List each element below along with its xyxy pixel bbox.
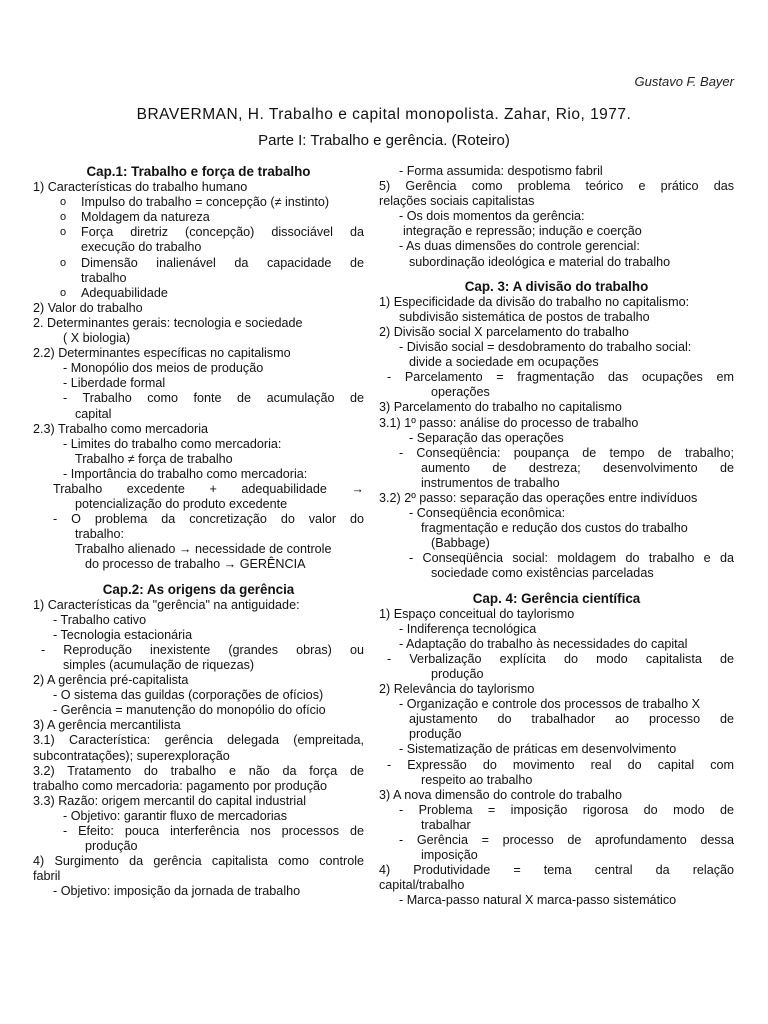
outline-line: - Objetivo: garantir fluxo de mercadorias [63, 808, 287, 823]
outline-line: simples (acumulação de riquezas) [63, 658, 255, 672]
outline-line: 2. Determinantes gerais: tecnologia e sociedade [33, 315, 303, 330]
outline-line: trabalhar [421, 817, 471, 832]
chapter-heading: Cap.1: Trabalho e força de trabalho [86, 164, 311, 179]
outline-line: do processo de trabalho → GERÊNCIA [85, 557, 306, 572]
outline-line: trabalho como mercadoria: pagamento por produção [33, 778, 328, 793]
outline-line: fabril [33, 869, 61, 884]
outline-line: 2.2) Determinantes específicas no capitalismo [33, 346, 291, 361]
spacer [33, 573, 364, 582]
outline-line: - Tecnologia estacionária [53, 627, 193, 642]
outline-line: - Trabalho cativo [53, 612, 147, 627]
outline-line: 1) Espaço conceitual do taylorismo [379, 606, 575, 621]
outline-line: 3.1) 1º passo: análise do processo de trabalho [379, 415, 639, 430]
document-subtitle: Parte I: Trabalho e gerência. (Roteiro) [258, 132, 510, 149]
outline-line: 2) Valor do trabalho [33, 300, 143, 315]
outline-line: 4) Surgimento da gerência capitalista como controle [33, 854, 364, 869]
outline-line: aumento de destreza; desenvolvimento de [421, 460, 734, 475]
outline-line: - Conseqüência: poupança de tempo de trabalho; [399, 445, 734, 460]
chapter-heading: Cap.2: As origens da gerência [102, 581, 295, 597]
outline-line: - Forma assumida: despotismo fabril [399, 164, 603, 178]
chapter-heading: Cap. 4: Gerência científica [472, 590, 641, 606]
outline-line: - Divisão social = desdobramento do trabalho social: [399, 340, 692, 355]
outline-line: Trabalho ≠ força de trabalho [75, 451, 233, 466]
outline-line: - Problema = imposição rigorosa do modo de [399, 802, 734, 817]
outline-line: - Adaptação do trabalho às necessidades do capital [399, 636, 688, 651]
outline-line: 3.1) Característica: gerência delegada (empreitada, [33, 733, 364, 748]
outline-line: fragmentação e redução dos custos do trabalho [421, 521, 688, 536]
outline-line: 5) Gerência como problema teórico e prático das [379, 179, 734, 194]
outline-line: - Importância do trabalho como mercadoria: [63, 466, 308, 481]
document-title: BRAVERMAN, H. Trabalho e capital monopolista. Zahar, Rio, 1977. [136, 106, 632, 123]
outline-line: - Os dois momentos da gerência: [399, 209, 585, 224]
outline-line: subordinação ideológica e material do trabalho [409, 254, 671, 269]
outline-line: produção [431, 667, 484, 681]
spacer [379, 270, 734, 279]
outline-line: divide a sociedade em ocupações [409, 355, 599, 370]
outline-line: - O problema da concretização do valor do [53, 512, 364, 527]
outline-line: - Conseqüência social: moldagem do trabalho e da [409, 551, 734, 566]
outline-line: - Marca-passo natural X marca-passo sistemático [399, 893, 677, 908]
outline-line: - Organização e controle dos processos de trabalho X [399, 697, 701, 712]
outline-line: - Gerência = manutenção do monopólio do ofício [53, 703, 326, 718]
spacer [379, 582, 734, 591]
outline-line: respeito ao trabalho [421, 772, 533, 787]
outline-line: sociedade como existências parceladas [431, 566, 654, 581]
left-column [33, 164, 364, 900]
outline-line: 2) A gerência pré-capitalista [33, 673, 189, 688]
outline-line: 4) Produtividade = tema central da relação [379, 863, 734, 878]
outline-line: subdivisão sistemática de postos de trabalho [399, 309, 650, 324]
outline-line: 3.3) Razão: origem mercantil do capital industrial [33, 793, 306, 808]
bullet-item: o Moldagem da natureza [33, 210, 364, 225]
outline-line: 2) Divisão social X parcelamento do trabalho [379, 324, 629, 339]
bullet-item: o Dimensão inalienável da capacidade de [33, 256, 364, 271]
outline-line: - Expressão do movimento real do capital com [387, 757, 734, 772]
outline-line: 3.2) Tratamento do trabalho e não da força de [33, 763, 364, 778]
bullet-item: execução do trabalho [81, 240, 202, 255]
outline-line: (Babbage) [431, 536, 490, 551]
outline-line: produção [409, 727, 462, 742]
bullet-item: o Força diretriz (concepção) dissociável da [33, 225, 364, 240]
bullet-item: o Adequabilidade [33, 286, 364, 301]
outline-line: - O sistema das guildas (corporações de ofícios) [53, 688, 324, 703]
outline-line: potencialização do produto excedente [75, 497, 288, 512]
outline-line: - Separação das operações [409, 430, 564, 445]
outline-line: - Reprodução inexistente (grandes obras) ou [41, 642, 364, 657]
outline-line: ( X biologia) [63, 331, 131, 346]
outline-line: - Sistematização de práticas em desenvolvimento [399, 742, 677, 757]
outline-line: Trabalho excedente + adequabilidade → [53, 481, 364, 496]
chapter-heading: Cap. 3: A divisão do trabalho [464, 278, 649, 294]
outline-line: - Efeito: pouca interferência nos processos de [63, 824, 364, 839]
outline-line: - Objetivo: imposição da jornada de trabalho [53, 884, 301, 899]
outline-line: - Conseqüência econômica: [409, 506, 566, 521]
outline-line: imposição [421, 848, 478, 863]
outline-line: - As duas dimensões do controle gerencial: [399, 239, 640, 254]
outline-line: ajustamento do trabalhador ao processo de [409, 712, 734, 727]
outline-line: relações sociais capitalistas [379, 194, 535, 209]
outline-line: - Trabalho como fonte de acumulação de [63, 391, 364, 406]
outline-line: - Indiferença tecnológica [399, 621, 537, 636]
outline-line: 1) Especificidade da divisão do trabalho no capitalismo: [379, 294, 690, 309]
outline-line: 1) Características do trabalho humano [33, 180, 248, 195]
outline-line: capital [75, 406, 112, 421]
outline-line: Trabalho alienado → necessidade de controle [75, 542, 332, 557]
outline-line: capital/trabalho [379, 878, 465, 893]
outline-line: subcontratações); superexploração [33, 748, 230, 763]
outline-line: 3.2) 2º passo: separação das operações entre indivíduos [379, 490, 698, 505]
outline-line: 3) A gerência mercantilista [33, 718, 181, 733]
outline-line: - Liberdade formal [63, 376, 166, 391]
outline-line: 1) Características da "gerência" na antiguidade: [33, 597, 300, 612]
outline-line: - Monopólio dos meios de produção [63, 361, 264, 376]
outline-line: - Parcelamento = fragmentação das ocupações em [387, 370, 734, 385]
outline-line: - Limites do trabalho como mercadoria: [63, 436, 282, 451]
bullet-item: trabalho [81, 270, 127, 285]
outline-line: produção [85, 839, 138, 854]
outline-line: 3) Parcelamento do trabalho no capitalismo [379, 400, 622, 415]
outline-line: instrumentos de trabalho [421, 475, 560, 490]
outline-line: 3) A nova dimensão do controle do trabalho [379, 787, 622, 802]
outline-line: - Verbalização explícita do modo capitalista de [387, 651, 734, 666]
outline-line: integração e repressão; indução e coerção [403, 224, 642, 239]
outline-line: 2) Relevância do taylorismo [379, 682, 535, 697]
outline-line: - Gerência = processo de aprofundamento dessa [399, 833, 734, 848]
author-name: Gustavo F. Bayer [634, 74, 734, 89]
right-column [379, 164, 734, 909]
bullet-item: o Impulso do trabalho = concepção (≠ instinto) [33, 195, 364, 210]
outline-line: operações [431, 385, 490, 400]
outline-line: trabalho: [75, 527, 125, 542]
outline-line: 2.3) Trabalho como mercadoria [33, 421, 208, 436]
